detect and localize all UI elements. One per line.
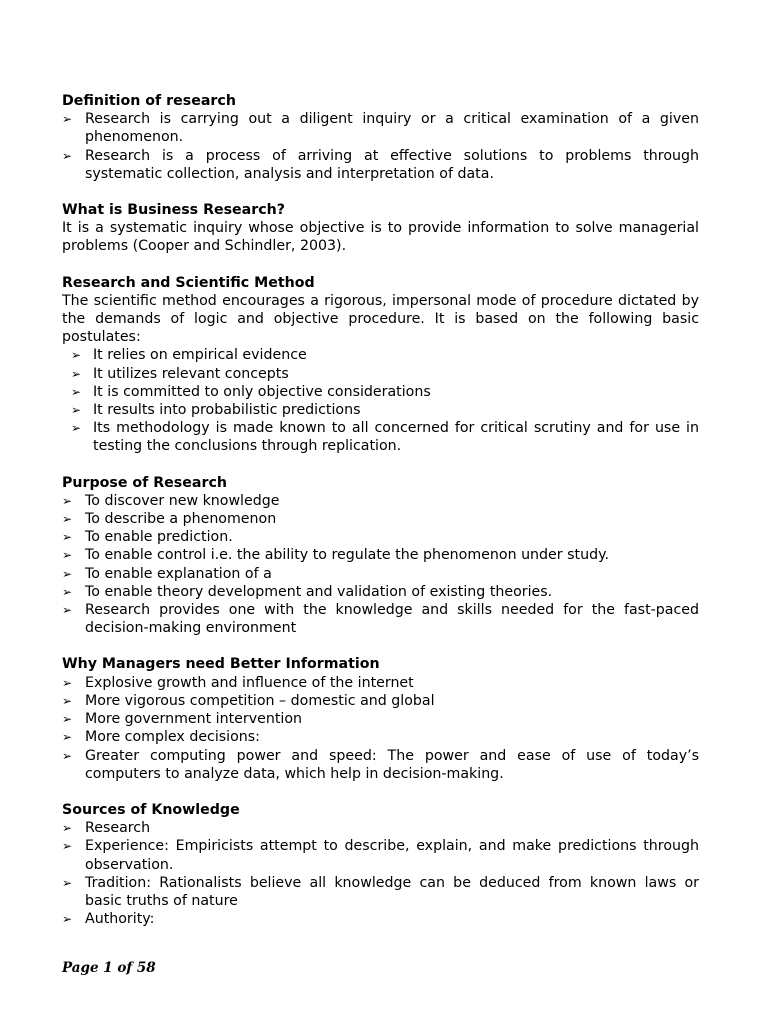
bullet-list bbox=[62, 819, 699, 928]
section-heading: Definition of research bbox=[62, 93, 236, 109]
section-scientific-method bbox=[62, 274, 699, 456]
bullet-item: ➢ It relies on empirical evidence bbox=[62, 346, 699, 364]
section-heading: What is Business Research? bbox=[62, 202, 285, 219]
page-number-footer: Page 1 of 58 bbox=[62, 960, 156, 976]
bullet-item: ➢ To enable prediction. bbox=[62, 528, 699, 546]
bullet-item: ➢ Its methodology is made known to all concerned for critical scrutiny and for use in testing the conclusions through replication. bbox=[62, 419, 699, 455]
bullet-item: ➢ More complex decisions: bbox=[62, 728, 699, 746]
bullet-list bbox=[62, 346, 699, 455]
bullet-item: ➢ To enable theory development and validation of existing theories. bbox=[62, 583, 699, 601]
section-business-research bbox=[62, 201, 699, 256]
section-definition-of-research bbox=[62, 92, 699, 183]
bullet-item: ➢ It is committed to only objective considerations bbox=[62, 383, 699, 401]
section-heading: Purpose of Research bbox=[62, 474, 227, 491]
section-heading: Research and Scientific Method bbox=[62, 274, 315, 291]
bullet-item: ➢ To discover new knowledge bbox=[62, 492, 699, 510]
bullet-list bbox=[62, 492, 699, 638]
bullet-item: ➢ Greater computing power and speed: The power and ease of use of today’s computers to analyze data, which help in decision-making. bbox=[62, 747, 699, 783]
bullet-item: ➢ More vigorous competition – domestic and global bbox=[62, 692, 699, 710]
bullet-item: ➢ Tradition: Rationalists believe all knowledge can be deduced from known laws or basic truths of nature bbox=[62, 874, 699, 910]
section-heading: Sources of Knowledge bbox=[62, 801, 240, 818]
bullet-item: ➢ Authority: bbox=[62, 910, 699, 928]
bullet-item: ➢ Research is a process of arriving at effective solutions to problems through systematic collection, analysis and interpretation of data. bbox=[62, 147, 699, 183]
bullet-item: ➢ More government intervention bbox=[62, 710, 699, 728]
bullet-item: ➢ Experience: Empiricists attempt to describe, explain, and make predictions through observation. bbox=[62, 837, 699, 873]
section-paragraph: The scientific method encourages a rigorous, impersonal mode of procedure dictated by the demands of logic and objective procedure. It is based on the following basic postulates: bbox=[62, 292, 699, 346]
bullet-item: ➢ Research provides one with the knowledge and skills needed for the fast-paced decision-making environment bbox=[62, 601, 699, 637]
bullet-item: ➢ Research is carrying out a diligent inquiry or a critical examination of a given phenomenon. bbox=[62, 110, 699, 146]
bullet-item: ➢ To enable control i.e. the ability to regulate the phenomenon under study. bbox=[62, 546, 699, 564]
bullet-item: ➢ Explosive growth and influence of the internet bbox=[62, 674, 699, 692]
bullet-item: ➢ It results into probabilistic predictions bbox=[62, 401, 699, 419]
bullet-list bbox=[62, 110, 699, 183]
section-sources-of-knowledge bbox=[62, 801, 699, 928]
section-why-managers-need-information bbox=[62, 655, 699, 782]
section-purpose-of-research bbox=[62, 474, 699, 638]
bullet-list bbox=[62, 674, 699, 783]
section-paragraph: It is a systematic inquiry whose objective is to provide information to solve managerial problems (Cooper and Schindler, 2003). bbox=[62, 220, 699, 255]
bullet-item: ➢ It utilizes relevant concepts bbox=[62, 365, 699, 383]
bullet-item: ➢ To describe a phenomenon bbox=[62, 510, 699, 528]
page-content bbox=[62, 92, 699, 946]
bullet-item: ➢ To enable explanation of a bbox=[62, 565, 699, 583]
bullet-item: ➢ Research bbox=[62, 819, 699, 837]
section-heading: Why Managers need Better Information bbox=[62, 656, 380, 673]
